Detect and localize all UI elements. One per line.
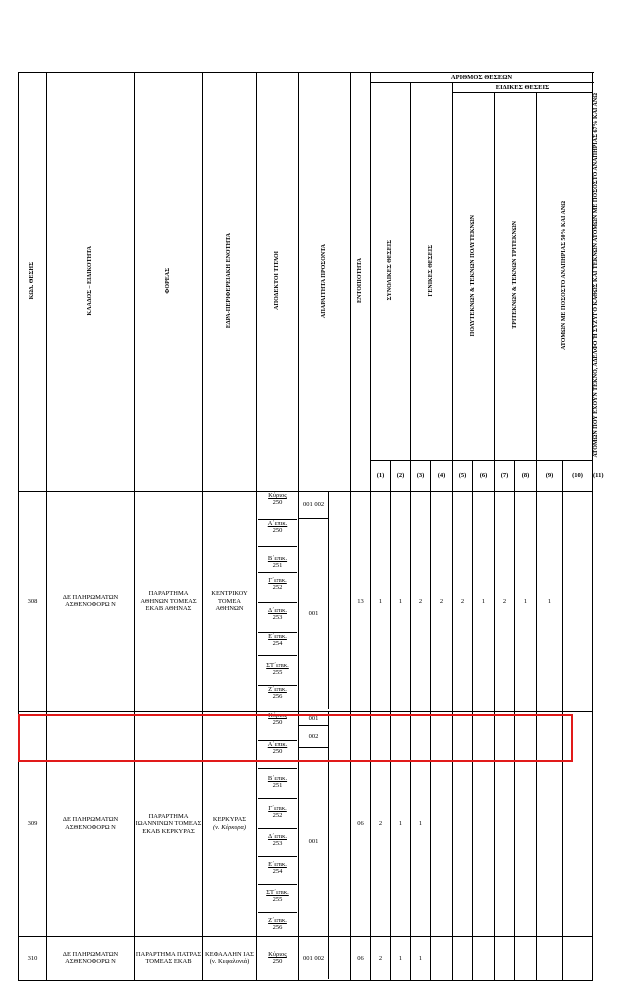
col-number: (7) bbox=[495, 460, 515, 491]
row-locality: 06 bbox=[351, 711, 371, 936]
header-three-children: ΤΡΙΤΕΚΝΩΝ & ΤΕΚΝΩΝ ΤΡΙΤΕΚΝΩΝ bbox=[495, 93, 537, 461]
title-code: 250 bbox=[272, 958, 283, 966]
title-code: 254 bbox=[272, 640, 283, 648]
value-cell: 2 bbox=[495, 491, 515, 711]
title-name: Γ΄επικ. bbox=[268, 576, 287, 584]
title-name: Β΄επικ. bbox=[267, 774, 288, 782]
qual-main: 001 002 bbox=[299, 492, 329, 519]
value-cell: 2 bbox=[411, 491, 431, 711]
header-category: ΚΛΑΔΟΣ – ΕΙΔΙΚΟΤΗΤΑ bbox=[47, 73, 135, 492]
row-titles bbox=[257, 711, 299, 936]
title-code: 251 bbox=[272, 782, 283, 790]
header-general: ΓΕΝΙΚΕΣ ΘΕΣΕΙΣ bbox=[411, 83, 453, 461]
col-number: (1) bbox=[371, 460, 391, 491]
value-cell: 13 bbox=[351, 491, 371, 711]
header-large-family: ΠΟΛΥΤΕΚΝΩΝ & ΤΕΚΝΩΝ ΠΟΛΥΤΕΚΝΩΝ bbox=[453, 93, 495, 461]
qual-rest: 001 bbox=[299, 748, 329, 936]
header-locality: ΕΝΤΟΠΙΟΤΗΤΑ bbox=[351, 73, 371, 492]
qual-main: 002 bbox=[299, 726, 329, 748]
col-number: (5) bbox=[453, 460, 473, 491]
value-cell bbox=[515, 711, 537, 936]
row-category: ΔΕ ΠΛΗΡΩΜΑΤΩΝ ΑΣΘΕΝΟΦΟΡΩ Ν bbox=[47, 711, 135, 936]
title-name: Ε΄επικ. bbox=[268, 860, 287, 868]
value-cell: 2 bbox=[453, 491, 473, 711]
qual-main: 001 002 bbox=[299, 937, 329, 979]
value-cell: 1 bbox=[411, 711, 431, 936]
title-name: Ζ΄επικ. bbox=[268, 916, 287, 924]
title-code: 254 bbox=[272, 868, 283, 876]
title-name: Κύριος bbox=[268, 950, 287, 958]
value-cell: 2 bbox=[371, 711, 391, 936]
header-positions-group: ΑΡΙΘΜΟΣ ΘΕΣΕΩΝ bbox=[371, 73, 593, 83]
value-cell bbox=[563, 936, 593, 980]
qual-main: 001 bbox=[299, 712, 329, 726]
value-cell: 2 bbox=[371, 936, 391, 980]
value-cell: 1 bbox=[515, 491, 537, 711]
table-row bbox=[19, 491, 593, 711]
row-category: ΔΕ ΠΛΗΡΩΜΑΤΩΝ ΑΣΘΕΝΟΦΟΡΩ Ν bbox=[47, 936, 135, 980]
row-titles bbox=[257, 936, 299, 980]
value-cell bbox=[431, 711, 453, 936]
table-row bbox=[19, 936, 593, 980]
positions-table: ΚΩΔ. ΘΕΣΗΣ ΚΛΑΔΟΣ – ΕΙΔΙΚΟΤΗΤΑ ΦΟΡΕΑΣ ΕΔΡΑ-ΠΕΡΙΦΕΡΕΙΑΚΗ ΕΝΟΤΗΤΑ ΑΠΟΔΕΚΤΟΙ ΤΙΤΛΟΙ ΑΠΑΡΑΙΤΗΤΑ ΠΡΟΣΟΝΤΑ ΕΝΤΟΠΙΟΤΗΤΑ ΑΡΙΘΜΟΣ ΘΕΣΕΩΝ ΣΥΝΟΛΙΚΕΣ ΘΕΣΕΙΣ ΓΕΝΙΚΕΣ ΘΕΣΕΙΣ ΕΙΔΙΚΕΣ ΘΕΣΕΙΣ ΠΟΛΥΤΕΚΝΩΝ & ΤΕΚΝΩΝ ΠΟΛΥΤΕΚΝΩΝ ΤΡΙΤΕΚΝΩΝ & ΤΕΚΝΩΝ ΤΡΙΤΕΚΝΩΝ ΑΤΟΜΩΝ ΜΕ ΠΟΣΟΣΤΟ ΑΝΑΠΗΡΙΑΣ 50% ΚΑΙ ΑΝΩ ΑΤΟΜΩΝ ΠΟΥ ΕΧΟΥΝ ΤΕΚΝΟ, ΑΔΕΛΦΟ Ή ΣΥΖΥΓΟ ΚΑΘΩΣ ΚΑΙ ΤΕΚΝΩΝ ΑΤΟΜΩΝ ΜΕ ΠΟΣΟΣΤΟ ΑΝΑΠΗΡΙΑΣ 67% ΚΑΙ ΑΝΩ (1) (2) (3) (4) (5) (6) (7) (8) (9) (10) (11) 308 ΔΕ ΠΛΗΡΩΜΑΤΩΝ ΑΣΘΕΝΟΦΟΡΩ Ν ΠΑΡΑΡΤΗΜΑ ΑΘΗΝΩΝ ΤΟΜΕΑΣ ΕΚΑΒ ΑΘΗΝΑΣ ΚΕΝΤΡΙΚΟΥ ΤΟΜΕΑ ΑΘΗΝΩΝ Κύριος 250 Α΄επικ. 250 Β΄επικ. 251 Γ΄επικ. 252 Δ΄επικ. 253 Ε΄επικ. 254 ΣΤ΄επικ. 255 Ζ΄επικ. 256 001 002 001 13 1 1 2 2 2 1 2 1 1 309 ΔΕ ΠΛΗΡΩΜΑΤΩΝ ΑΣΘΕΝΟΦΟΡΩ Ν ΠΑΡΑΡΤΗΜΑ ΙΩΑΝΝΙΝΩΝ ΤΟΜΕΑΣ ΕΚΑΒ ΚΕΡΚΥΡΑΣ ΚΕΡΚΥΡΑΣ (ν. Κέρκυρα) Κύριος 250 Α΄επικ. 250 Β΄επικ. 251 Γ΄επικ. 252 Δ΄επικ. 253 Ε΄επικ. 254 ΣΤ΄επικ. 255 Ζ΄επικ. 256 001 002 001 06 2 1 1 310 ΔΕ ΠΛΗΡΩΜΑΤΩΝ ΑΣΘΕΝΟΦΟΡΩ Ν ΠΑΡΑΡΤΗΜΑ ΠΑΤΡΑΣ ΤΟΜΕΑΣ ΕΚΑΒ ΚΕΦΑΛΛΗΝ ΙΑΣ (ν. Κεφαλονιά) Κύριος 250 001 002 06 2 1 1 bbox=[18, 72, 593, 981]
title-code: 253 bbox=[272, 614, 283, 622]
value-cell bbox=[453, 711, 473, 936]
title-name: Δ΄επικ. bbox=[267, 606, 287, 614]
header-titles: ΑΠΟΔΕΚΤΟΙ ΤΙΤΛΟΙ bbox=[257, 73, 299, 492]
header-code: ΚΩΔ. ΘΕΣΗΣ bbox=[19, 73, 47, 492]
title-name: Α΄επικ. bbox=[267, 740, 288, 748]
title-name: Κύριος bbox=[268, 711, 287, 719]
value-cell bbox=[495, 711, 515, 936]
row-agency: ΠΑΡΑΡΤΗΜΑ ΠΑΤΡΑΣ ΤΟΜΕΑΣ ΕΚΑΒ bbox=[135, 936, 203, 980]
title-code: 255 bbox=[272, 669, 283, 677]
title-code: 250 bbox=[272, 499, 283, 507]
value-cell: 1 bbox=[391, 491, 411, 711]
title-name: Α΄επικ. bbox=[267, 519, 288, 527]
col-number: (3) bbox=[411, 460, 431, 491]
value-cell bbox=[537, 711, 563, 936]
value-cell bbox=[453, 936, 473, 980]
value-cell bbox=[515, 936, 537, 980]
col-number: (4) bbox=[431, 460, 453, 491]
row-region: ΚΕΡΚΥΡΑΣ (ν. Κέρκυρα) bbox=[203, 711, 257, 936]
title-name: Ζ΄επικ. bbox=[268, 685, 287, 693]
row-code: 309 bbox=[19, 711, 47, 936]
value-cell bbox=[473, 936, 495, 980]
header-disabled-50: ΑΤΟΜΩΝ ΜΕ ΠΟΣΟΣΤΟ ΑΝΑΠΗΡΙΑΣ 50% ΚΑΙ ΑΝΩ bbox=[537, 93, 593, 461]
row-locality: 06 bbox=[351, 936, 371, 980]
value-cell: 1 bbox=[411, 936, 431, 980]
col-number: (2) bbox=[391, 460, 411, 491]
title-code: 250 bbox=[272, 719, 283, 727]
value-cell: 1 bbox=[473, 491, 495, 711]
title-name: Β΄επικ. bbox=[267, 554, 288, 562]
value-cell: 1 bbox=[391, 711, 411, 936]
row-code: 310 bbox=[19, 936, 47, 980]
title-name: Γ΄επικ. bbox=[268, 804, 287, 812]
title-code: 255 bbox=[272, 896, 283, 904]
title-code: 252 bbox=[272, 812, 283, 820]
row-qualifications bbox=[299, 936, 351, 980]
row-region: ΚΕΝΤΡΙΚΟΥ ΤΟΜΕΑ ΑΘΗΝΩΝ bbox=[203, 491, 257, 711]
title-code: 256 bbox=[272, 924, 283, 932]
col-number: (10) bbox=[563, 460, 593, 491]
value-cell bbox=[431, 936, 453, 980]
title-code: 256 bbox=[272, 693, 283, 701]
qual-rest: 001 bbox=[299, 519, 329, 709]
value-cell: 1 bbox=[371, 491, 391, 711]
title-code: 251 bbox=[272, 562, 283, 570]
header-special-group: ΕΙΔΙΚΕΣ ΘΕΣΕΙΣ bbox=[453, 83, 593, 93]
value-cell: 1 bbox=[391, 936, 411, 980]
row-titles bbox=[257, 491, 299, 711]
header-total: ΣΥΝΟΛΙΚΕΣ ΘΕΣΕΙΣ bbox=[371, 83, 411, 461]
table-row bbox=[19, 711, 593, 936]
value-cell bbox=[473, 711, 495, 936]
value-cell bbox=[563, 711, 593, 936]
header-qualifications: ΑΠΑΡΑΙΤΗΤΑ ΠΡΟΣΟΝΤΑ bbox=[299, 73, 351, 492]
row-agency: ΠΑΡΑΡΤΗΜΑ ΙΩΑΝΝΙΝΩΝ ΤΟΜΕΑΣ ΕΚΑΒ ΚΕΡΚΥΡΑΣ bbox=[135, 711, 203, 936]
row-code: 308 bbox=[19, 491, 47, 711]
value-cell bbox=[495, 936, 515, 980]
value-cell: 2 bbox=[431, 491, 453, 711]
title-name: ΣΤ΄επικ. bbox=[266, 661, 289, 669]
title-code: 253 bbox=[272, 840, 283, 848]
row-region: ΚΕΦΑΛΛΗΝ ΙΑΣ (ν. Κεφαλονιά) bbox=[203, 936, 257, 980]
title-name: Ε΄επικ. bbox=[268, 632, 287, 640]
title-code: 252 bbox=[272, 584, 283, 592]
title-name: Δ΄επικ. bbox=[267, 832, 287, 840]
title-name: ΣΤ΄επικ. bbox=[266, 888, 289, 896]
header-region: ΕΔΡΑ-ΠΕΡΙΦΕΡΕΙΑΚΗ ΕΝΟΤΗΤΑ bbox=[203, 73, 257, 492]
value-cell bbox=[563, 491, 593, 711]
row-category: ΔΕ ΠΛΗΡΩΜΑΤΩΝ ΑΣΘΕΝΟΦΟΡΩ Ν bbox=[47, 491, 135, 711]
title-name: Κύριος bbox=[268, 491, 287, 499]
col-number: (9) bbox=[537, 460, 563, 491]
value-cell: 1 bbox=[537, 491, 563, 711]
positions-table-container bbox=[18, 72, 604, 981]
row-agency: ΠΑΡΑΡΤΗΜΑ ΑΘΗΝΩΝ ΤΟΜΕΑΣ ΕΚΑΒ ΑΘΗΝΑΣ bbox=[135, 491, 203, 711]
row-qualifications bbox=[299, 491, 351, 711]
col-number: (6) bbox=[473, 460, 495, 491]
title-code: 250 bbox=[272, 527, 283, 535]
title-code: 250 bbox=[272, 748, 283, 756]
value-cell bbox=[537, 936, 563, 980]
col-number: (8) bbox=[515, 460, 537, 491]
header-agency: ΦΟΡΕΑΣ bbox=[135, 73, 203, 492]
row-qualifications bbox=[299, 711, 351, 936]
